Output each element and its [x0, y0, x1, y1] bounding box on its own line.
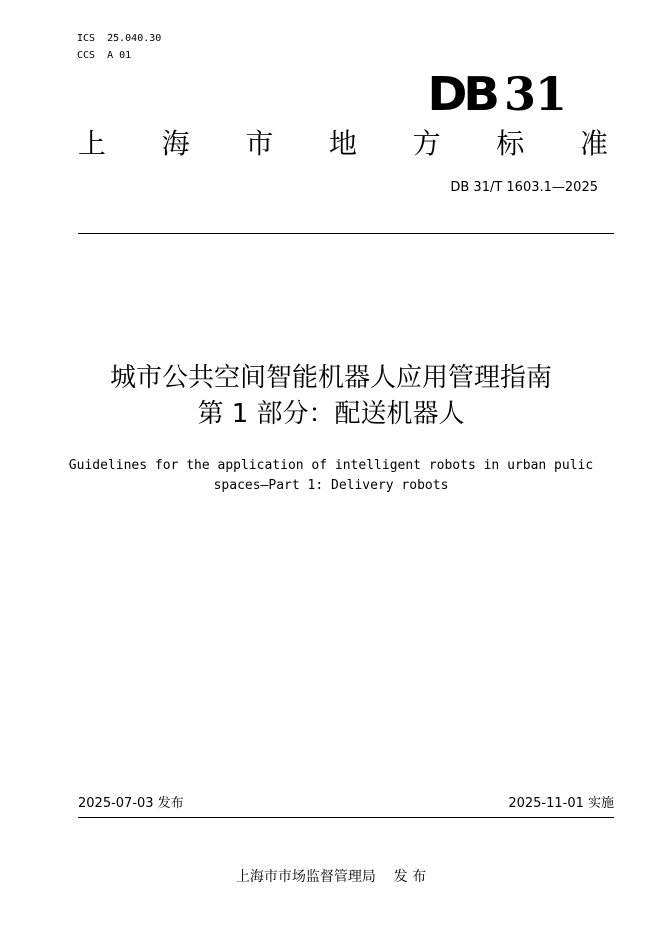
header-divider	[78, 233, 614, 234]
chinese-title-line-1: 城市公共空间智能机器人应用管理指南	[109, 363, 552, 393]
standard-type-char: 海	[161, 127, 190, 160]
standard-type-char: 标	[496, 127, 525, 160]
english-title	[0, 456, 662, 496]
standard-type-char: 方	[412, 127, 441, 160]
implementation-date: 2025-11-01 实施	[508, 796, 614, 811]
standard-type-char: 地	[328, 127, 357, 160]
standard-type-char: 准	[579, 127, 608, 160]
ics-code: ICS 25.040.30	[77, 33, 162, 44]
chinese-title	[0, 360, 662, 432]
standard-number: DB 31/T 1603.1—2025	[450, 180, 598, 195]
standard-type-char: 市	[245, 127, 274, 160]
logo-db-text: DB	[427, 67, 496, 121]
standard-type-heading	[78, 124, 608, 164]
issuing-authority: 上海市市场监督管理局 发 布	[235, 869, 427, 885]
standard-type-char: 上	[78, 127, 107, 160]
footer-divider	[78, 817, 614, 818]
issue-date: 2025-07-03 发布	[78, 796, 184, 811]
ccs-code: CCS A 01	[77, 50, 132, 61]
db31-logo	[429, 66, 566, 122]
chinese-title-line-2: 第 1 部分：配送机器人	[197, 399, 465, 429]
english-title-line-1: Guidelines for the application of intelligent robots in urban pulic	[68, 458, 594, 473]
english-title-line-2: spaces—Part 1: Delivery robots	[213, 478, 449, 493]
logo-number-text: 31	[503, 67, 566, 121]
